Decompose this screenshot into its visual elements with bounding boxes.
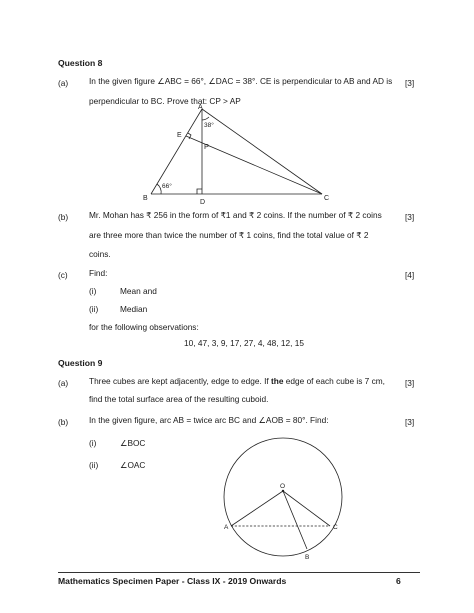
q8a-label: (a) (58, 78, 69, 88)
circle-figure (218, 430, 360, 566)
q8a-line1: In the given figure ∠ABC = 66°, ∠DAC = 38°. CE is perpendicular to AB and AD is (89, 76, 393, 86)
q8b-line2: are three more than twice the number of ₹ 1 coins, find the total value of ₹ 2 (89, 230, 369, 240)
point-d-label: D (200, 199, 206, 206)
point-b-label: B (305, 554, 310, 561)
q9b-ii-label: (ii) (89, 460, 99, 470)
q8c-ii-text: Median (120, 304, 148, 314)
q9a-line1-post: edge of each cube is 7 cm, (283, 376, 385, 386)
vertex-a-label: A (198, 104, 203, 111)
page-number: 6 (396, 576, 401, 586)
q9a-label: (a) (58, 378, 69, 388)
q9b-label: (b) (58, 417, 69, 427)
q9b-i-text: ∠BOC (120, 438, 146, 448)
q8a-marks: [3] (405, 78, 415, 88)
q9b-marks: [3] (405, 417, 415, 427)
q9b-ii-text: ∠OAC (120, 460, 146, 470)
q8c-lead: for the following observations: (89, 322, 199, 332)
q9b-i-label: (i) (89, 438, 97, 448)
q9a-marks: [3] (405, 378, 415, 388)
triangle-figure (140, 104, 340, 206)
side-ac (202, 109, 322, 194)
right-angle-d (197, 189, 202, 194)
angle-a-value: 38° (204, 122, 214, 129)
point-e-label: E (177, 132, 182, 139)
vertex-b-label: B (143, 195, 148, 202)
q8b-line3: coins. (89, 249, 111, 259)
q8c-observations: 10, 47, 3, 9, 17, 27, 4, 48, 12, 15 (184, 338, 304, 348)
question-9-title: Question 9 (58, 358, 103, 368)
angle-b-value: 66° (162, 183, 172, 190)
footer-rule (58, 572, 420, 573)
center-o-label: O (280, 483, 286, 490)
point-p-label: P (204, 142, 210, 151)
q9a-line1-bold: the (271, 376, 284, 386)
q8c-label: (c) (58, 270, 68, 280)
q9a-line2: find the total surface area of the resulting cuboid. (89, 394, 269, 404)
q8c-marks: [4] (405, 270, 415, 280)
angle-arc-b (157, 184, 161, 194)
q8c-ii-label: (ii) (89, 304, 99, 314)
angle-arc-a (202, 117, 209, 120)
point-a-label: A (224, 524, 229, 531)
point-c-label: C (333, 524, 338, 531)
q9b-line1: In the given figure, arc AB = twice arc BC and ∠AOB = 80°. Find: (89, 415, 329, 425)
side-ab (151, 109, 202, 194)
footer-title: Mathematics Specimen Paper - Class IX - 2019 Onwards (58, 576, 287, 586)
q8c-find: Find: (89, 268, 108, 278)
q8b-line1: Mr. Mohan has ₹ 256 in the form of ₹1 and ₹ 2 coins. If the number of ₹ 2 coins (89, 210, 382, 220)
q9a-line1 (89, 374, 385, 388)
question-8-title: Question 8 (58, 58, 103, 68)
q8a-line2: perpendicular to BC. Prove that: CP > AP (89, 96, 241, 106)
q8b-label: (b) (58, 212, 69, 222)
center-dot (282, 490, 284, 492)
vertex-c-label: C (324, 195, 330, 202)
circle (224, 438, 342, 556)
radius-oa (231, 491, 283, 526)
q8b-marks: [3] (405, 212, 415, 222)
q8c-i-text: Mean and (120, 286, 157, 296)
q8c-i-label: (i) (89, 286, 97, 296)
q9a-line1-pre: Three cubes are kept adjacently, edge to edge. If (89, 376, 272, 386)
